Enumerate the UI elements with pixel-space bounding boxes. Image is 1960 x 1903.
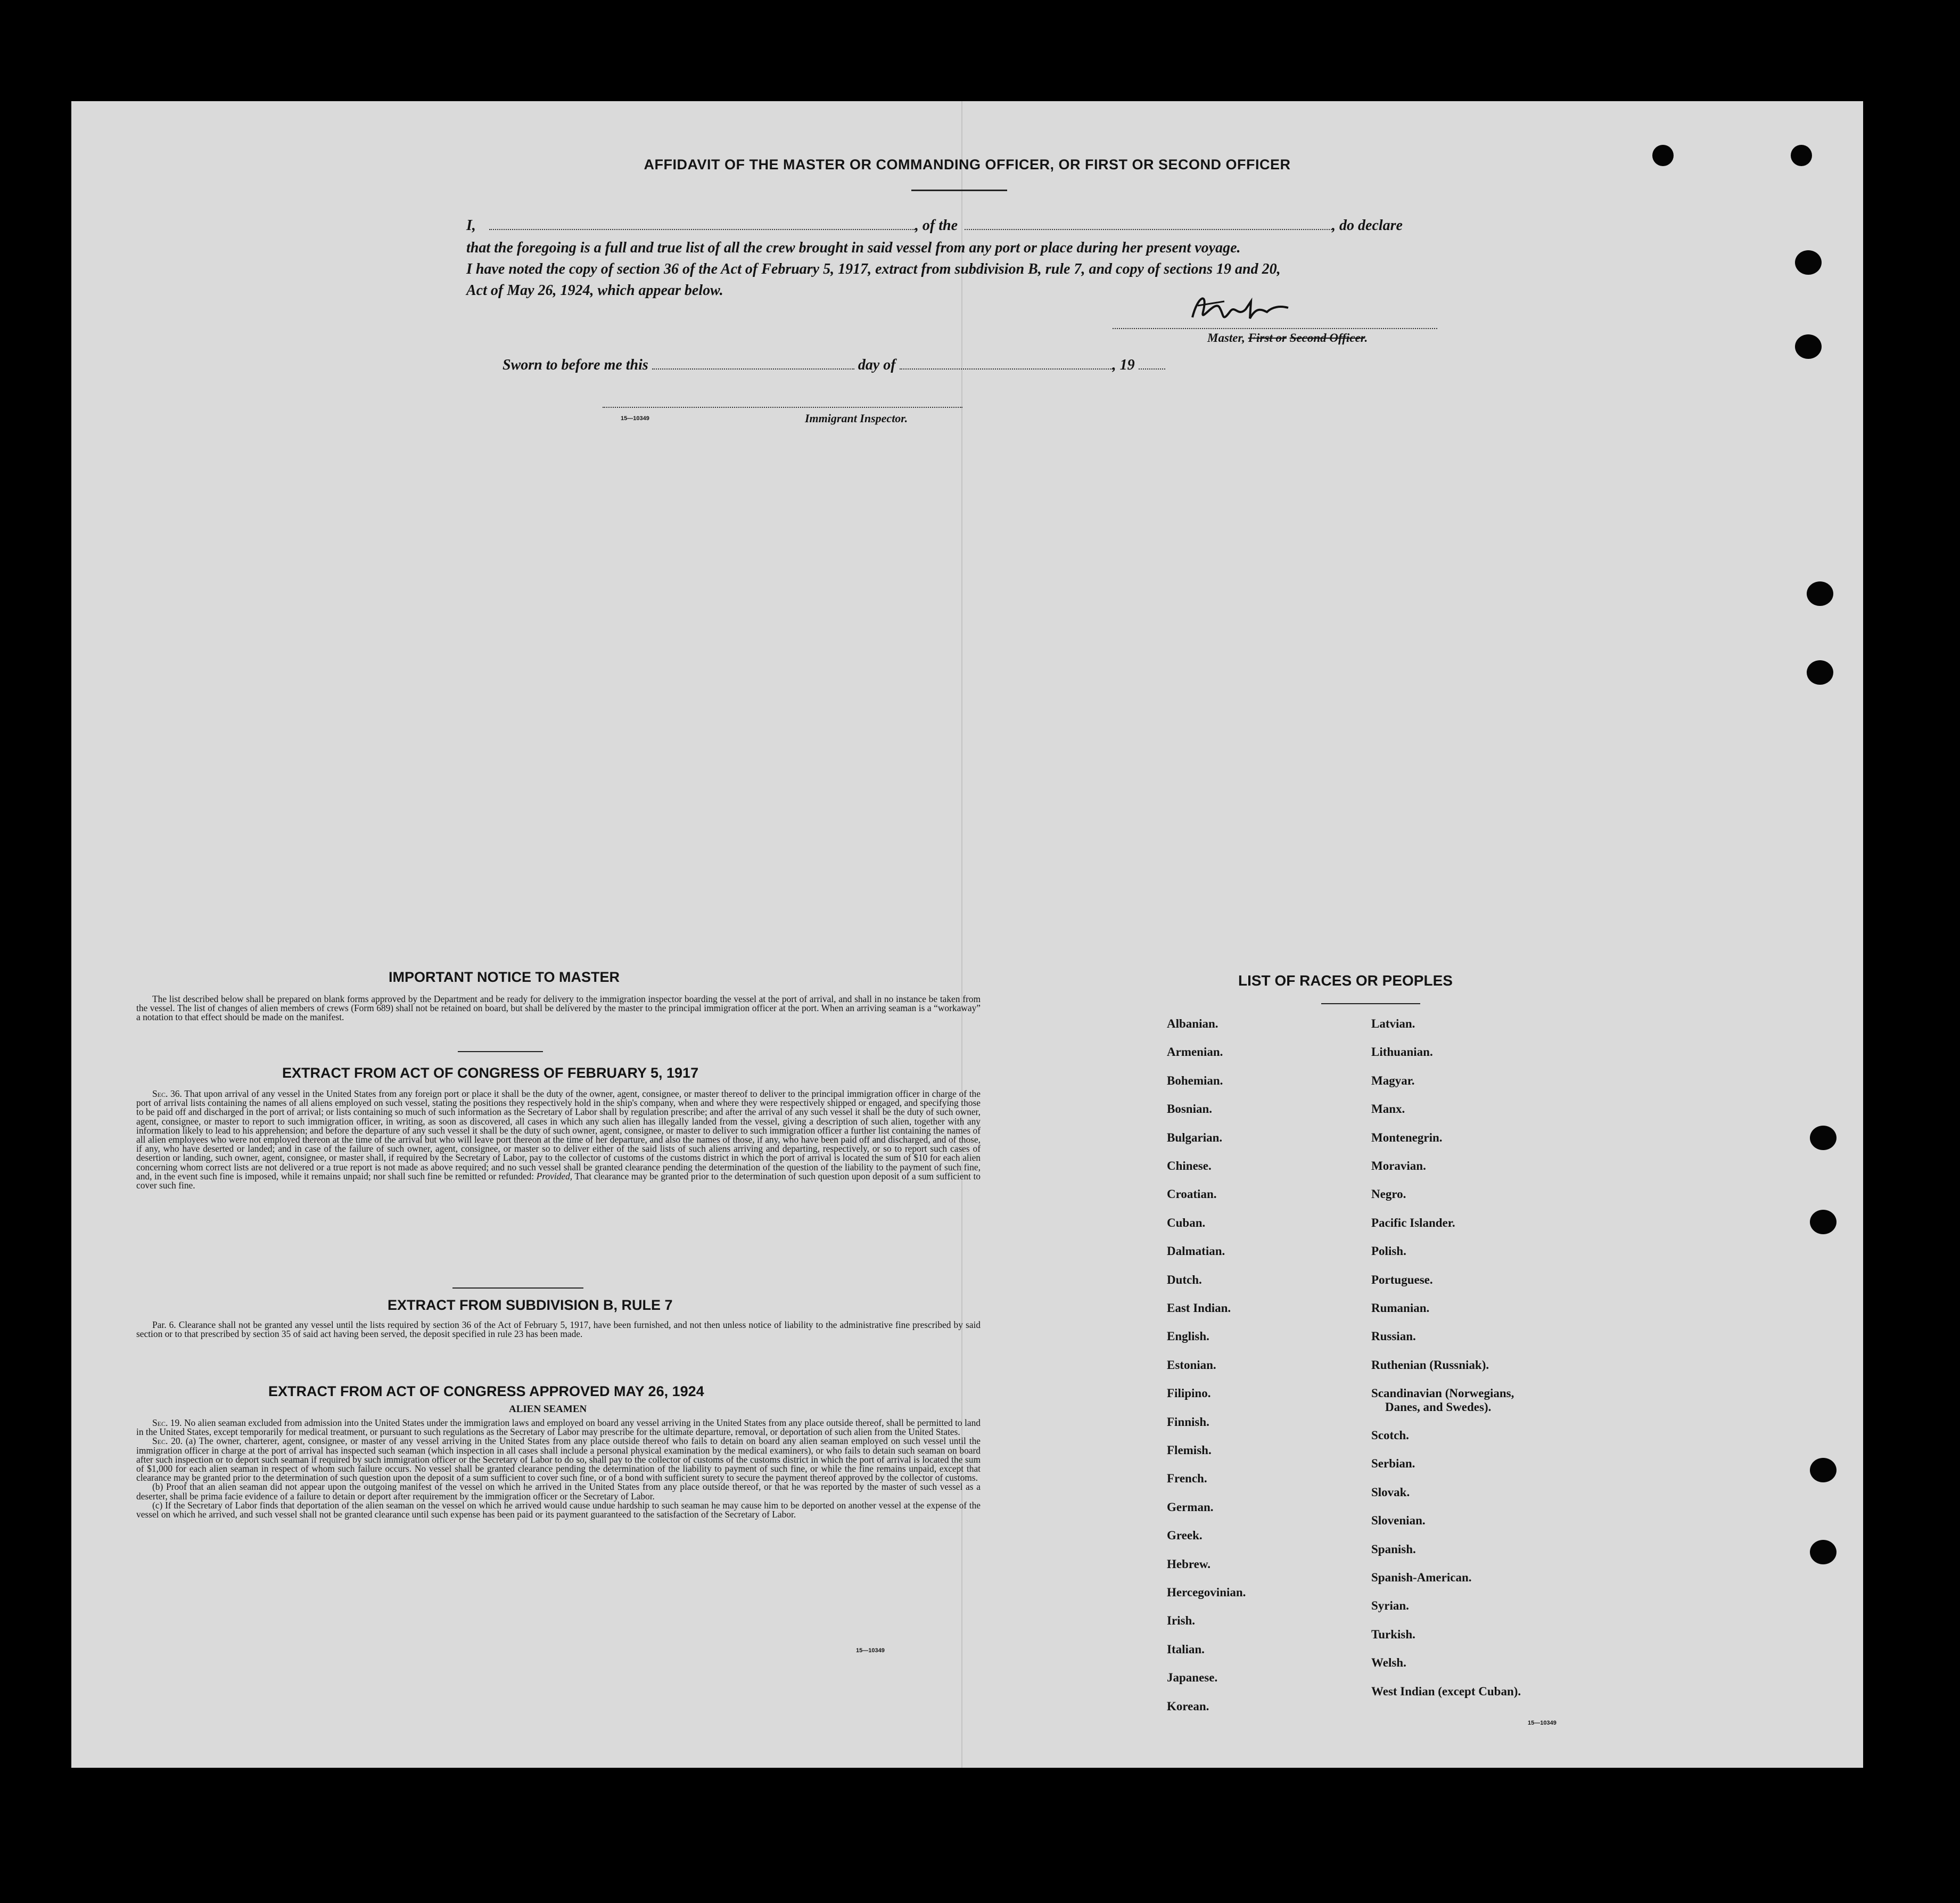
race-item: Bosnian. <box>1167 1102 1213 1116</box>
race-item: Dalmatian. <box>1167 1244 1225 1258</box>
do-declare-text: , do declare <box>1332 217 1403 234</box>
race-item: Croatian. <box>1167 1187 1217 1201</box>
name-blank[interactable] <box>489 226 915 230</box>
race-item: Montenegrin. <box>1371 1130 1443 1144</box>
signature-label: Master, First or Second Officer. <box>1207 331 1368 344</box>
race-item: Lithuanian. <box>1371 1045 1433 1059</box>
signature-line[interactable] <box>1113 325 1437 329</box>
races-title: LIST OF RACES OR PEOPLES <box>1238 972 1453 989</box>
rule-7-text: Par. 6. Clearance shall not be granted any vessel until the lists required by section 36 of the Act of February 5, 1917, have been furnished, and not then unless notice of liability to the administrative fine prescribed by said section or to that prescribed by section 35 of said act having been served, the deposit specified in rule 23 has been made. <box>136 1319 981 1340</box>
race-item: English. <box>1167 1330 1209 1343</box>
race-item: Spanish. <box>1371 1542 1416 1556</box>
binder-hole <box>1810 1458 1837 1482</box>
alien-seamen-subtitle: ALIEN SEAMEN <box>509 1404 587 1415</box>
race-item: Slovenian. <box>1371 1514 1426 1528</box>
race-item: Latvian. <box>1371 1017 1415 1030</box>
race-item: Dutch. <box>1167 1273 1202 1286</box>
race-item: Rumanian. <box>1371 1301 1430 1315</box>
affidavit-line-4: Act of May 26, 1924, which appear below. <box>466 282 723 299</box>
race-item: German. <box>1167 1500 1214 1514</box>
binder-hole <box>1795 334 1822 359</box>
affidavit-line-1 <box>466 217 1403 234</box>
sworn-month-blank[interactable] <box>900 365 1113 370</box>
binder-hole <box>1652 145 1674 166</box>
of-the-text: , of the <box>915 217 958 234</box>
race-item: Chinese. <box>1167 1159 1212 1172</box>
act-1924-title: EXTRACT FROM ACT OF CONGRESS APPROVED MAY 26, 1924 <box>268 1383 704 1399</box>
binder-hole <box>1810 1540 1837 1564</box>
race-item: French. <box>1167 1472 1207 1486</box>
race-item: Bulgarian. <box>1167 1130 1223 1144</box>
affidavit-title: AFFIDAVIT OF THE MASTER OR COMMANDING OFFICER, OR FIRST OR SECOND OFFICER <box>644 157 1291 173</box>
race-item: Hebrew. <box>1167 1557 1210 1571</box>
race-item: Finnish. <box>1167 1415 1209 1429</box>
race-item: Turkish. <box>1371 1627 1415 1641</box>
race-item: Russian. <box>1371 1330 1416 1343</box>
inspector-line[interactable] <box>603 404 962 408</box>
race-item: Scotch. <box>1371 1429 1409 1442</box>
notice-title: IMPORTANT NOTICE TO MASTER <box>389 969 620 985</box>
race-item: Bohemian. <box>1167 1073 1223 1087</box>
race-item: Welsh. <box>1371 1656 1406 1670</box>
divider <box>911 190 1007 191</box>
inspector-label: Immigrant Inspector. <box>805 412 908 425</box>
race-item: Moravian. <box>1371 1159 1426 1172</box>
race-item: Albanian. <box>1167 1017 1218 1030</box>
race-item: Pacific Islander. <box>1371 1216 1455 1229</box>
race-item: Syrian. <box>1371 1599 1409 1613</box>
race-item: Armenian. <box>1167 1045 1223 1059</box>
form-number: 15—10349 <box>621 415 649 422</box>
race-item: Cuban. <box>1167 1216 1206 1229</box>
race-item: Scandinavian (Norwegians, <box>1371 1387 1514 1400</box>
race-item: Filipino. <box>1167 1387 1211 1400</box>
race-item: Serbian. <box>1371 1457 1415 1471</box>
race-item: East Indian. <box>1167 1301 1231 1315</box>
sworn-day-blank[interactable] <box>652 365 854 370</box>
race-item: Polish. <box>1371 1244 1406 1258</box>
race-item: Flemish. <box>1167 1443 1212 1457</box>
notice-text: The list described below shall be prepared on blank forms approved by the Department and be ready for delivery to the immigration inspector boarding the vessel at the port of arrival, and shall in no instance be taken from the vessel. The list of changes of alien members of crews (Form 689) shall not be retained on board, but shall be delivered by the master to the principal immigration officer at the port. When an arriving seaman is a “workaway” a notation to that effect should be made on the manifest. <box>136 994 981 1023</box>
divider <box>458 1051 543 1052</box>
vessel-blank[interactable] <box>965 226 1332 230</box>
sworn-line: Sworn to before me this day of , 19 <box>503 357 1165 374</box>
i-word: I, <box>466 217 476 234</box>
act-1917-title: EXTRACT FROM ACT OF CONGRESS OF FEBRUARY 5, 1917 <box>282 1065 699 1081</box>
race-item: Korean. <box>1167 1699 1209 1713</box>
race-item: Greek. <box>1167 1529 1203 1543</box>
divider <box>452 1287 583 1289</box>
race-item: Magyar. <box>1371 1073 1415 1087</box>
race-item: Estonian. <box>1167 1358 1216 1372</box>
act-1917-text: Sec. 36. That upon arrival of any vessel in the United States from any foreign port or place it shall be the duty of the owner, agent, consignee, or master thereof to deliver to the principal immigration officer in charge of the port of arrival lists containing the names of all aliens employed on such vessel, stating the positions they respectively hold in the ship's company, when and where they were respectively shipped or engaged, and specifying those to be paid off and discharged in the port of arrival; or lists containing so much of such information as the Secretary of Labor shall by regulation prescribe; and after the arrival of any such vessel it shall be the duty of such owner, agent, consignee, or master to report to such immigration officer, in writing, as soon as discovered, all cases in which any such alien has illegally landed from the vessel, giving a description of such alien, together with any information likely to lead to his apprehension; and before the departure of any such vessel it shall be the duty of such owner, agent, consignee, or master to deliver to such immigration officer a further list containing the names of all alien employees who were not employed thereon at the time of the arrival but who will leave port thereon at the time of her departure, and also the names of those, if any, who have been paid off and discharged, and of those, if any, who have deserted or landed; and in case of the failure of such owner, agent, consignee, or master so to deliver either of the said lists of such aliens arriving and departing, respectively, or so to report such cases of desertion or landing, such owner, agent, consignee, or master shall, if required by the Secretary of Labor, pay to the collector of customs of the customs district in which the port of arrival is located the sum of $10 for each alien concerning whom correct lists are not delivered or a true report is not made as above required; and no such vessel shall be granted clearance pending the determination of the question of the liability to the payment of such fine, and, in the event such fine is imposed, while it remains unpaid; nor shall such fine be remitted or refunded: Provided, That clearance may be granted prior to the determination of such question upon deposit of a sum sufficient to cover such fine. <box>136 1088 981 1191</box>
race-item: Hercegovinian. <box>1167 1586 1246 1599</box>
binder-hole <box>1807 581 1833 606</box>
binder-hole <box>1807 660 1833 685</box>
race-item: Spanish-American. <box>1371 1571 1472 1584</box>
binder-hole <box>1810 1210 1837 1234</box>
race-item: Slovak. <box>1371 1485 1410 1499</box>
binder-hole <box>1795 250 1822 275</box>
race-item: Italian. <box>1167 1642 1205 1656</box>
race-item: Ruthenian (Russniak). <box>1371 1358 1489 1372</box>
race-item: Irish. <box>1167 1614 1196 1628</box>
form-number-2: 15—10349 <box>856 1647 885 1654</box>
race-item: Danes, and Swedes). <box>1385 1400 1492 1414</box>
act-1924-text: Sec. 19. No alien seaman excluded from admission into the United States under the immigration laws and employed on board any vessel arriving in the United States from any place outside thereof, shall be permitted to land in the United States, except temporarily for medical treatment, or pursuant to such regulations as the Secretary of Labor may prescribe for the ultimate departure, removal, or deportation of such alien from the United States. Sec. 20. (a) The owner, charterer, agent, consignee, or master of any vessel arriving in the United States from any place outside thereof who fails to detain on board any alien seaman employed on such vessel until the immigration officer in charge at the port of arrival has inspected such seaman (which inspection in all cases shall include a personal physical examination by the medical examiners), or who fails to detain such seaman on board after such inspection or to deport such seaman if required by such immigration officer or the Secretary of Labor to do so, shall pay to the collector of customs of the customs district in which the port of arrival is located the sum of $1,000 for each alien seaman in respect of whom such failure occurs. No vessel shall be granted clearance pending the determination of the liability to payment of such fine, or while the fine remains unpaid, except that clearance may be granted prior to the determination of such question upon the deposit of a sum sufficient to cover such fine, or of a bond with sufficient surety to secure the payment thereof approved by the collector of customs. (b) Proof that an alien seaman did not appear upon the outgoing manifest of the vessel on which he arrived in the United States from any place outside thereof, or that he was reported by the master of such vessel as a deserter, shall be prima facie evidence of a failure to detain or deport after requirement by the immigration officer or the Secretary of Labor. (c) If the Secretary of Labor finds that deportation of the alien seaman on the vessel on which he arrived would cause undue hardship to such seaman he may cause him to be deported on another vessel at the expense of the vessel on which he arrived, and such vessel shall not be granted clearance until such expense has been paid or its payment guaranteed to the satisfaction of the Secretary of Labor. <box>136 1417 981 1520</box>
race-item: Japanese. <box>1167 1671 1218 1685</box>
form-number-3: 15—10349 <box>1528 1720 1557 1726</box>
rule-7-title: EXTRACT FROM SUBDIVISION B, RULE 7 <box>388 1297 673 1313</box>
race-item: Portuguese. <box>1371 1273 1433 1286</box>
divider <box>1321 1003 1420 1004</box>
race-item: West Indian (except Cuban). <box>1371 1684 1521 1698</box>
race-item: Manx. <box>1371 1102 1405 1116</box>
binder-hole <box>1791 145 1812 166</box>
form-page <box>71 101 1863 1768</box>
affidavit-line-3: I have noted the copy of section 36 of the Act of February 5, 1917, extract from subdivision B, rule 7, and copy of sections 19 and 20, <box>466 261 1281 277</box>
affidavit-line-2: that the foregoing is a full and true list of all the crew brought in said vessel from any port or place during her present voyage. <box>466 240 1241 256</box>
binder-hole <box>1810 1126 1837 1150</box>
sworn-year-blank[interactable] <box>1139 365 1165 370</box>
race-item: Negro. <box>1371 1187 1406 1201</box>
